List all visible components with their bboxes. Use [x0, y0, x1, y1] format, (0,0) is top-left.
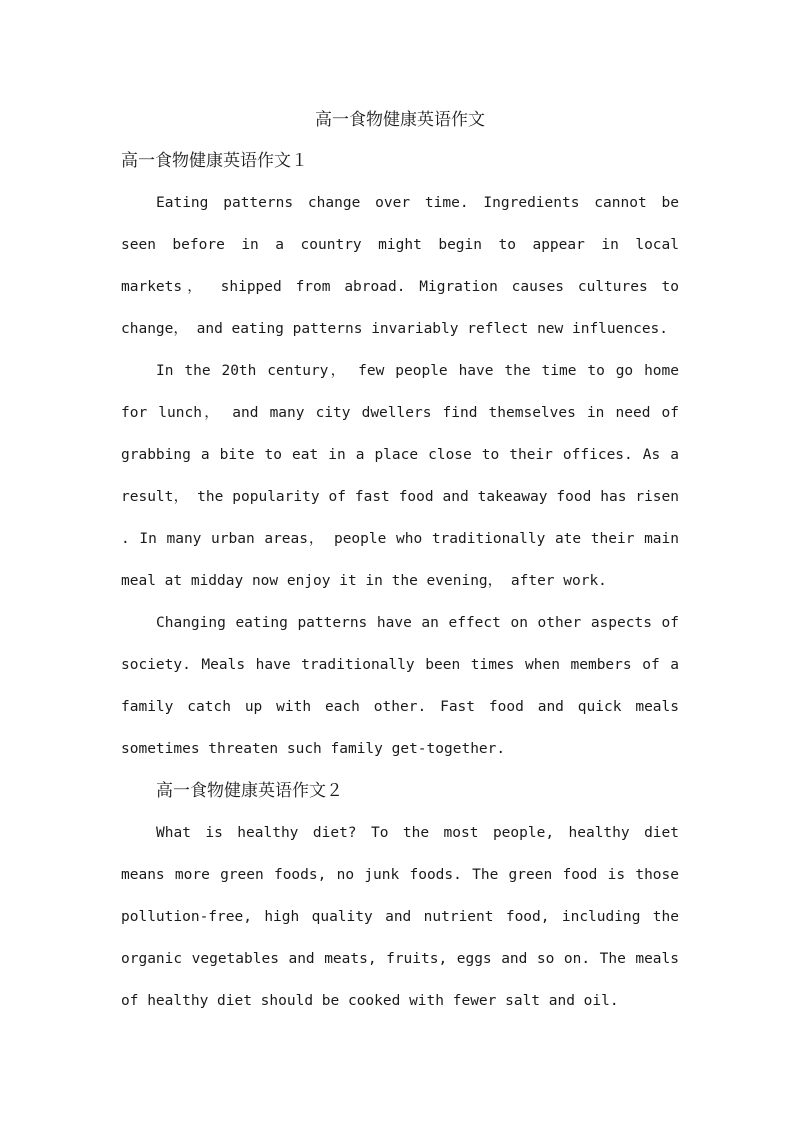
essay-1-heading: 高一食物健康英语作文１ [121, 151, 308, 171]
document-title: 高一食物健康英语作文 [315, 110, 485, 130]
essay-1-paragraph-3: Changing eating patterns have an effect on other aspects of society. Meals have traditionally been times when members of a family catch up with each other. Fast food and quick meals sometimes threaten such family get-together. [121, 615, 679, 757]
essay-2-heading: 高一食物健康英语作文２ [156, 781, 343, 801]
essay-1-paragraph-1: Eating patterns change over time. Ingredients cannot be seen before in a country might begin to appear in local markets， shipped from abroad. Migration causes cultures to change， and eating patterns invariably reflect new influences. [121, 195, 679, 337]
document-page [121, 100, 679, 1022]
essay-2-paragraph-1: What is healthy diet? To the most people, healthy diet means more green foods, no junk foods. The green food is those pollution-free, high quality and nutrient food, including the organic vegetables and meats, fruits, eggs and so on. The meals of healthy diet should be cooked with fewer salt and oil. [121, 825, 679, 1009]
essay-1-paragraph-2: In the 20th century， few people have the time to go home for lunch， and many city dwellers find themselves in need of grabbing a bite to eat in a place close to their offices. As a result， the popularity of fast food and takeaway food has risen . In many urban areas， people who traditionally ate their main meal at midday now enjoy it in the evening， after work. [121, 363, 679, 589]
